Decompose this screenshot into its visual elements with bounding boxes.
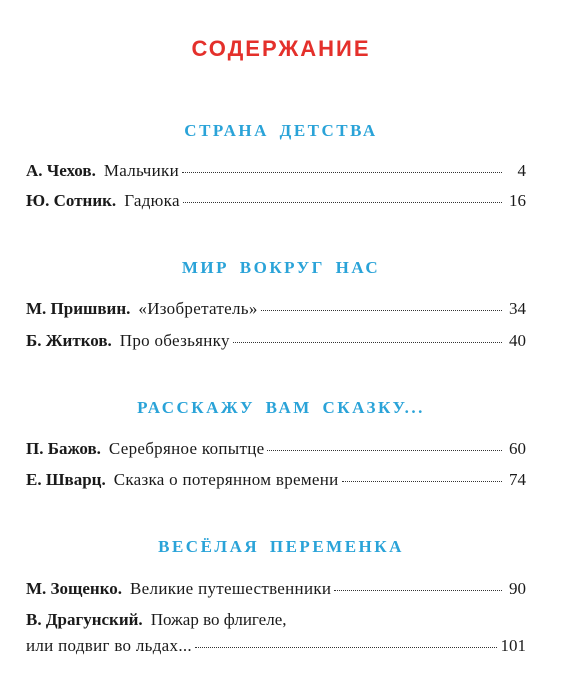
entry-page: 16 [509,191,526,210]
entry-title: «Изобретатель» [138,299,258,318]
toc-heading: СОДЕРЖАНИЕ [191,36,371,61]
dot-leader [233,342,502,343]
dot-leader [267,450,502,451]
entry-title: Сказка о потерянном времени [113,470,339,489]
dot-leader [261,310,502,311]
entry-author: Ю. Сотник. [26,191,117,210]
toc-entry[interactable] [26,160,526,182]
section-title: ВЕСЁЛАЯ ПЕРЕМЕНКА [158,537,404,556]
dot-leader [183,202,502,203]
section-title: МИР ВОКРУГ НАС [181,258,381,277]
dot-leader [334,590,502,591]
entry-title: Серебряное копытце [108,439,265,458]
entry-author: Е. Шварц. [26,470,106,489]
entry-title-continued: или подвиг во льдах... [26,636,192,655]
toc-entry[interactable] [26,298,526,320]
toc-entry[interactable] [26,190,526,212]
entry-title: Мальчики [103,161,179,180]
entry-page: 101 [500,636,526,655]
dot-leader [182,172,502,173]
entry-title: Великие путешественники [130,579,332,598]
entry-page: 74 [509,470,526,489]
entry-page: 34 [509,299,526,318]
toc-entry-line1[interactable] [26,609,526,631]
entry-title: Гадюка [124,191,180,210]
entry-author: М. Зощенко. [26,579,123,598]
entry-page: 40 [509,331,526,350]
section-title: СТРАНА ДЕТСТВА [184,121,378,140]
entry-title: Пожар во флигеле, [150,610,287,629]
entry-page: 60 [509,439,526,458]
toc-entry[interactable] [26,469,526,491]
dot-leader [342,481,502,482]
entry-page: 90 [509,579,526,598]
toc-entry[interactable] [26,578,526,600]
entry-author: П. Бажов. [26,439,101,458]
entry-title: Про обезьянку [119,331,230,350]
entry-author: В. Драгунский. [26,610,143,629]
entry-author: М. Пришвин. [26,299,131,318]
entry-page: 4 [517,161,526,180]
dot-leader [195,647,497,648]
entry-author: А. Чехов. [26,161,96,180]
entry-author: Б. Житков. [26,331,112,350]
toc-entry[interactable] [26,330,526,352]
toc-entry[interactable] [26,438,526,460]
toc-entry-line2[interactable] [26,635,526,657]
section-title: РАССКАЖУ ВАМ СКАЗКУ... [137,398,425,417]
